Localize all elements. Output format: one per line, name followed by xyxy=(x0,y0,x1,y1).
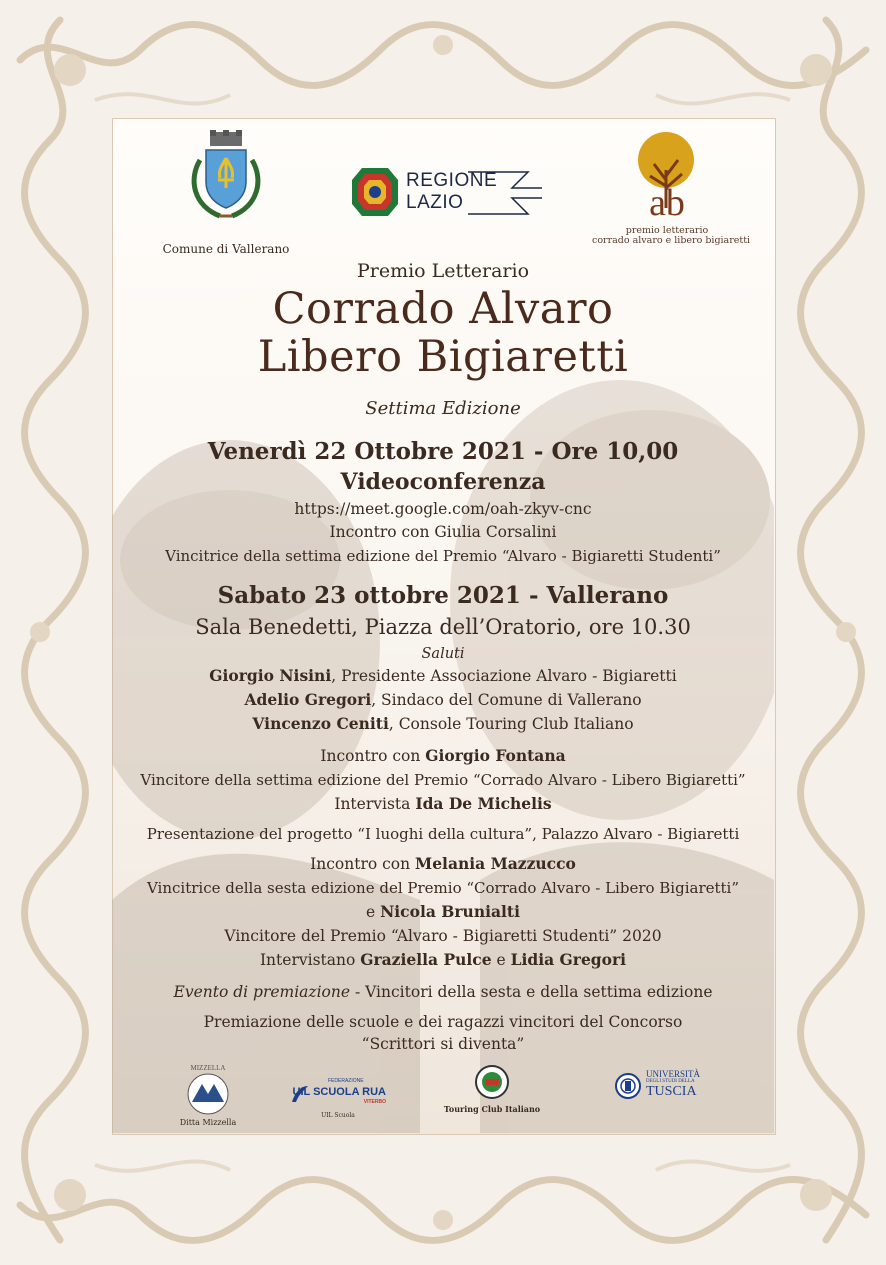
award-line xyxy=(112,982,774,1002)
tuscia-line2: DEGLI STUDI DELLA xyxy=(646,1079,695,1084)
project-line: Presentazione del progetto “I luoghi della cultura”, Palazzo Alvaro - Bigiaretti xyxy=(146,825,740,843)
meet-3-interview-mid: e xyxy=(491,951,511,969)
friday-winner: Vincitrice della settima edizione del Premio “Alvaro - Bigiaretti Studenti” xyxy=(165,547,721,565)
meet-2 xyxy=(112,854,774,874)
touring-logo xyxy=(440,1064,544,1128)
title-libero-bigiaretti: Libero Bigiaretti xyxy=(257,332,629,382)
premio-logo xyxy=(592,130,751,250)
saluto-1-role: , Presidente Associazione Alvaro - Bigiaretti xyxy=(331,667,677,685)
meet-3-interview xyxy=(112,950,774,970)
premio-logo-ab: ab xyxy=(649,182,685,224)
meet-1-desc: Vincitore della settima edizione del Premio “Corrado Alvaro - Libero Bigiaretti” xyxy=(140,771,746,789)
award-rest: - Vincitori della sesta e della settima edizione xyxy=(350,983,713,1001)
saluto-3-name: Vincenzo Ceniti xyxy=(252,714,389,733)
tuscia-logo xyxy=(614,1070,714,1110)
saluto-3 xyxy=(112,714,774,734)
mizzella-label: Ditta Mizzella xyxy=(179,1118,237,1127)
saluto-2 xyxy=(112,690,774,710)
premio-label: Premio Letterario xyxy=(356,260,530,282)
friday-link[interactable]: https://meet.google.com/oah-zkyv-cnc xyxy=(294,500,592,518)
saluto-1-name: Giorgio Nisini xyxy=(209,666,332,685)
meet-1 xyxy=(112,746,774,766)
meet-1-pre: Incontro con xyxy=(320,747,426,765)
saluto-2-name: Adelio Gregori xyxy=(244,690,372,709)
touring-emblem-icon xyxy=(440,1064,544,1100)
uil-sub: VITERBO xyxy=(363,1099,386,1105)
meet-2-desc: Vincitrice della sesta edizione del Premio “Corrado Alvaro - Libero Bigiaretti” xyxy=(146,879,740,897)
mizzella-logo xyxy=(172,1064,244,1128)
schools-line1: Premiazione delle scuole e dei ragazzi vincitori del Concorso xyxy=(203,1013,683,1031)
uil-logo xyxy=(290,1078,386,1128)
premio-logo-line1: premio letterario xyxy=(625,225,709,236)
saturday-date: Sabato 23 ottobre 2021 - Vallerano xyxy=(217,582,669,609)
meet-1-interview xyxy=(112,794,774,814)
meet-3-name: Nicola Brunialti xyxy=(380,902,520,921)
meet-2-name: Melania Mazzucco xyxy=(415,854,576,873)
regione-line1: REGIONE xyxy=(406,170,498,191)
friday-mode: Videoconferenza xyxy=(340,469,546,495)
meet-3-interview-name2: Lidia Gregori xyxy=(510,950,627,969)
touring-label: Touring Club Italiano xyxy=(443,1104,541,1114)
meet-1-name: Giorgio Fontana xyxy=(425,746,566,765)
tuscia-text xyxy=(646,1070,700,1099)
title-corrado-alvaro: Corrado Alvaro xyxy=(272,284,614,334)
regione-lazio-logo xyxy=(352,166,542,222)
regione-line2: LAZIO xyxy=(406,192,464,213)
mizzella-emblem-icon xyxy=(172,1072,244,1116)
top-logos xyxy=(112,118,774,258)
comune-label: Comune di Vallerano xyxy=(162,242,290,256)
coat-of-arms-icon xyxy=(180,130,272,226)
tuscia-seal-icon xyxy=(614,1072,642,1100)
regione-lazio-text xyxy=(406,170,497,214)
poster-content xyxy=(112,118,774,1133)
premio-logo-caption xyxy=(592,225,751,246)
saturday-place: Sala Benedetti, Piazza dell’Oratorio, ore 10.30 xyxy=(195,615,691,639)
saluto-1 xyxy=(112,666,774,686)
saluto-3-role: , Console Touring Club Italiano xyxy=(388,715,634,733)
bottom-logos xyxy=(112,1058,774,1128)
mizzella-top: MIZZELLA xyxy=(190,1064,226,1072)
schools-line2: “Scrittori si diventa” xyxy=(361,1035,525,1053)
edition-label: Settima Edizione xyxy=(365,398,521,419)
meet-3 xyxy=(112,902,774,922)
comune-logo xyxy=(162,130,290,256)
friday-date: Venerdì 22 Ottobre 2021 - Ore 10,00 xyxy=(207,438,679,465)
tuscia-line3: TUSCIA xyxy=(646,1084,697,1099)
friday-meet: Incontro con Giulia Corsalini xyxy=(329,523,557,541)
meet-3-interview-pre: Intervistano xyxy=(259,951,361,969)
meet-1-interview-name: Ida De Michelis xyxy=(415,794,552,813)
meet-3-pre: e xyxy=(366,903,381,921)
uil-small: FEDERAZIONE xyxy=(328,1078,364,1084)
uil-main: UIL SCUOLA RUA xyxy=(292,1086,386,1098)
meet-3-desc: Vincitore del Premio “Alvaro - Bigiaretti Studenti” 2020 xyxy=(224,927,662,945)
uil-label: UIL Scuola xyxy=(321,1112,355,1119)
meet-2-pre: Incontro con xyxy=(310,855,416,873)
tuscia-line1: UNIVERSITÀ xyxy=(646,1069,700,1079)
saluti-label: Saluti xyxy=(421,646,465,662)
premio-logo-line2: corrado alvaro e libero bigiaretti xyxy=(592,235,751,246)
award-italic: Evento di premiazione xyxy=(173,983,351,1001)
meet-3-interview-name1: Graziella Pulce xyxy=(360,950,492,969)
saluto-2-role: , Sindaco del Comune di Vallerano xyxy=(371,691,642,709)
meet-1-interview-pre: Intervista xyxy=(334,795,416,813)
